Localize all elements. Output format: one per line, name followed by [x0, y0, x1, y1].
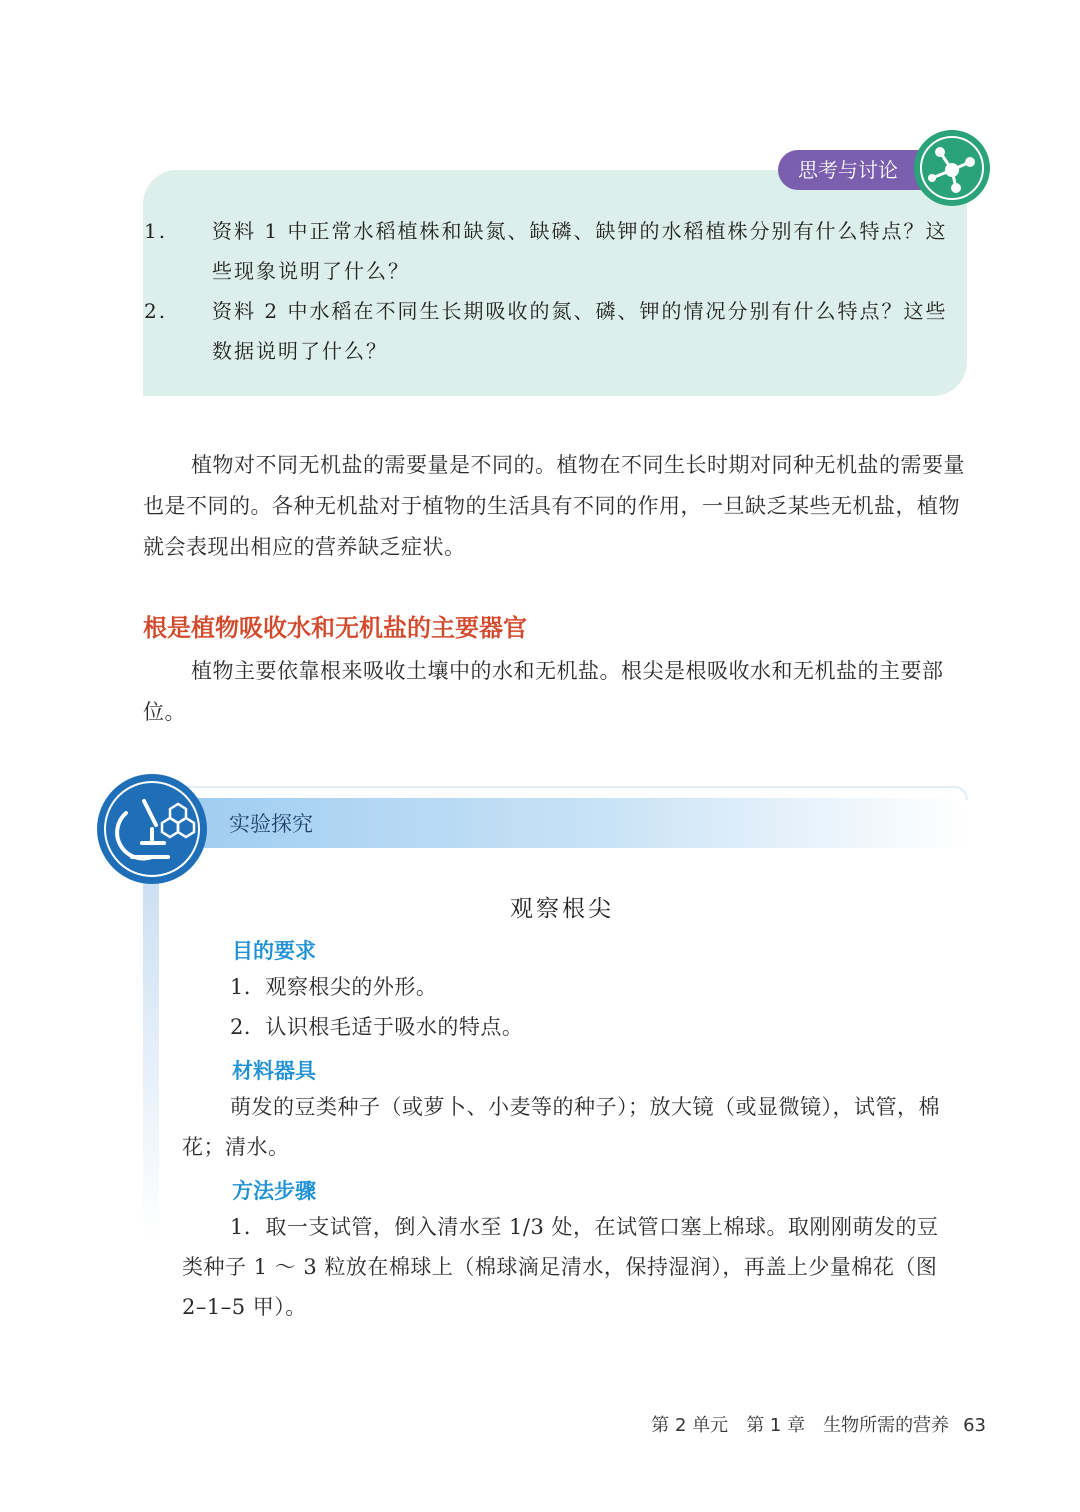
footer-unit: 第 2 单元 — [651, 1415, 729, 1436]
goal-item: 1．观察根尖的外形。 — [230, 975, 438, 999]
steps-heading: 方法步骤 — [232, 1179, 316, 1203]
goal-item: 2．认识根毛适于吸水的特点。 — [230, 1015, 524, 1039]
goal-heading: 目的要求 — [232, 939, 316, 963]
microscope-icon — [96, 773, 208, 885]
footer-chapter-title: 生物所需的营养 — [823, 1415, 950, 1436]
materials-text: 萌发的豆类种子（或萝卜、小麦等的种子）；放大镜（或显微镜），试管，棉花；清水。 — [182, 1095, 940, 1159]
experiment-label: 实验探究 — [229, 812, 313, 836]
page-footer — [633, 1411, 986, 1437]
experiment-title: 观察根尖 — [510, 896, 614, 922]
discussion-question — [144, 211, 948, 291]
footer-chapter: 第 1 章 — [746, 1415, 806, 1436]
body-paragraph: 植物对不同无机盐的需要量是不同的。植物在不同生长时期对同种无机盐的需要量也是不同的。各种无机盐对于植物的生活具有不同的作用，一旦缺乏某些无机盐，植物就会表现出相应的营养缺乏症状。 — [143, 453, 965, 559]
page-number: 63 — [963, 1415, 986, 1436]
question-number: 2. — [144, 299, 168, 323]
molecule-icon — [912, 128, 992, 208]
discussion-tab-label: 思考与讨论 — [778, 150, 948, 190]
question-text: 资料 2 中水稻在不同生长期吸收的氮、磷、钾的情况分别有什么特点？这些数据说明了什么？ — [212, 299, 948, 363]
discussion-question — [144, 291, 948, 371]
body-paragraph: 植物主要依靠根来吸收土壤中的水和无机盐。根尖是根吸收水和无机盐的主要部位。 — [143, 659, 944, 724]
question-text: 资料 1 中正常水稻植株和缺氮、缺磷、缺钾的水稻植株分别有什么特点？这些现象说明了什么？ — [212, 219, 948, 283]
materials-heading: 材料器具 — [232, 1059, 316, 1083]
question-number: 1. — [144, 219, 168, 243]
step-text: 1．取一支试管，倒入清水至 1/3 处，在试管口塞上棉球。取刚刚萌发的豆类种子 1 ～ 3 粒放在棉球上（棉球滴足清水，保持湿润），再盖上少量棉花（图 2–1–5 甲）。 — [182, 1215, 939, 1319]
section-title: 根是植物吸收水和无机盐的主要器官 — [143, 614, 527, 642]
